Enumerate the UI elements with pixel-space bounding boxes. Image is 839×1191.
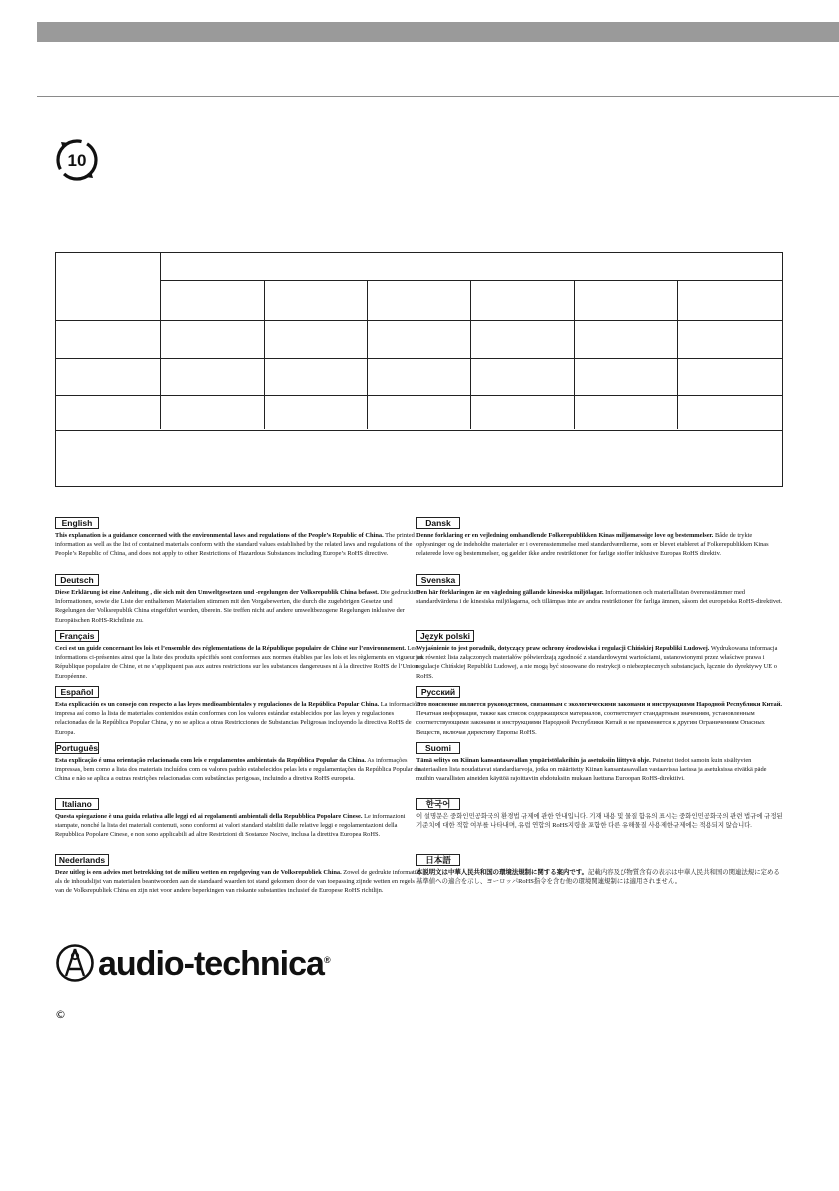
lang-tag: Italiano	[55, 798, 99, 810]
table-col-line	[470, 281, 471, 429]
table-col-line	[677, 281, 678, 429]
brand-wordmark: audio-technica®	[98, 945, 330, 983]
section-text: This explanation is a guidance concerned with the environmental laws and regulations of the People’s Republic of China. The printed information as well as the list of contained materials conform with the standard values established by the related laws and regulations of the People’s Republic of China, and does not apply to other Restrictions of Hazardous Substances including Europe’s RoHS directive.	[55, 532, 415, 558]
section-text: Questa spiegazione è una guida relativa alle leggi ed ai regolamenti ambientali della Repubblica Popolare Cinese. Le informazioni stampate, nonché la lista dei materiali contenuti, sono conformi ai valori standard stabiliti dalle relative leggi e regolamentazioni della Repubblica Popolare Cinese, e non sono applicabili ad altre Restrizioni di Sostanze Nocive, inclusa la direttiva Europea RoHS.	[55, 813, 406, 839]
copyright-symbol: ©	[55, 1008, 66, 1021]
lang-tag: Deutsch	[55, 574, 99, 586]
section-text: Diese Erklärung ist eine Anleitung , die sich mit den Umweltgesetzen und -regelungen der Volksrepublik China befasst. Die gedruckten Informationen, sowie die Liste der enthaltenen Materialien stimmen mit den Vorgabewerten, die durch die zugehörigen Gesetze und Regelungen der Volksrepublik China eingeführt wurden, überein. Sie treffen nicht auf andere umweltbezogene Regelungen inklusive der Europäischen RoHS-Richtlinie zu.	[55, 589, 420, 624]
lang-tag: Français	[55, 630, 99, 642]
table-row-line	[56, 320, 782, 321]
lang-tag: Svenska	[416, 574, 460, 586]
table-row-line	[160, 280, 782, 281]
lang-tag: English	[55, 517, 99, 529]
lang-tag: 日本語	[416, 854, 460, 866]
table-col-line	[574, 281, 575, 429]
table-col-line	[264, 281, 265, 429]
table-row-line	[56, 395, 782, 396]
section-text: Wyjaśnienie to jest poradnik, dotyczący praw ochrony środowiska i regulacji Chińskiej Republiki Ludowej. Wydrukowana informacja jak również lista załączonych materiałów półwierdzają zgodność z standardowymi wartościami, ustanowionymi przez właściwe prawa i regulacje Chińskiej Republiki Ludowej, a nie mogą być stosowane do restrykcji o niebezpiecznych substancjach, łącznie do dyrektywy UE o RoHS.	[416, 645, 778, 680]
lang-tag: Język polski	[416, 630, 474, 642]
section-text: 本説明文は中華人民共和国の環境法規制に関する案内です。記載内容及び物質含有の表示は中華人民共和国の関連法規に定める基準値への適合を示し、ヨーロッパRoHS指令を含む他の環境関連規制には適用されません。	[416, 869, 780, 886]
section-text: Esta explicación es un consejo con respecto a las leyes medioambientales y regulaciones de la República Popular China. La información impresa así como la lista de materiales contenidos están conformes con los valores estándar establecidos por las leyes y regulaciones relacionadas de la República Popular China, y no se aplica a otras Restricciones de Substancias Peligrosas incluyendo la directiva RoHS de Europa.	[55, 701, 421, 736]
rohs-value: 10	[67, 151, 87, 170]
section-text: Deze uitleg is een advies met betrekking tot de milieu wetten en regelgeving van de Volksrepubliek China. Zowel de gedrukte informatie als de inhoudslijst van materialen beantwoorden aan de standaard waarden tot stand gekomen door de van toepassing zijnde wetten en regels van de Volksrepubliek China en zijn niet voor andere beperkingen van riskante substanties inclusief de Europese RoHS richtlijn.	[55, 869, 420, 895]
section-text: Tämä selitys on Kiinan kansantasavallan ympäristölakeihin ja asetuksiin liittyvä ohje. Painetut tiedot samoin kuin sisältyvien materiaalien lista noudattavat standardiarvoja, jotka on määritetty Kiinan kansantasavallan vastaavissa laeissa ja asetuksissa eivätkä päde muihin vaarallisten aineiden käyttöä rajoittaviin ehdotuksiin mukaan luettuna Euroopan RoHS-direktiivi.	[416, 757, 767, 783]
section-text: 이 설명문은 중화인민공화국의 환경법 규제에 관한 안내입니다. 기재 내용 및 물질 함유의 표시는 중화인민공화국의 관련 법규에 규정된 기준치에 대한 적합 여부를 나타내며, 유럽 연합의 RoHS지령을 포함한 다른 유해물질 사용제한규제에는 적용되지 않습니다.	[416, 813, 783, 830]
lang-tag: Português	[56, 743, 99, 753]
lang-tag: Suomi	[416, 742, 460, 754]
section-text: Ceci est un guide concernant les lois et l’ensemble des réglementations de la République populaire de Chine sur l’environnement. Les informations ci-présentes ainsi que la liste des produits spécifiés sont conformes aux normes établies par les lois et les règlements en vigueur en République populaire de Chine, et ne s’appliquent pas aux autres restrictions sur les substances dangereuses ni à la directive RoHS de l’Union Européenne.	[55, 645, 423, 680]
lang-tag: Русский	[416, 686, 460, 698]
header-bar	[37, 22, 839, 42]
table-col-line	[367, 281, 368, 429]
substance-table	[55, 252, 783, 487]
lang-tag: Dansk	[416, 517, 460, 529]
rohs-10-year-icon	[53, 134, 101, 186]
lang-tag: Español	[55, 686, 99, 698]
header-divider	[37, 96, 839, 97]
table-row-line	[56, 358, 782, 359]
table-row-line	[56, 430, 782, 431]
section-text: Den här förklaringen är en vägledning gällande kinesiska miljölagar. Informationen och materiallistan överensstämmer med standardvärdena i de kinesiska miljölagarna, och tillämpas inte av andra restriktioner för farliga ämnen, såsom det europeiska RoHS-direktivet.	[416, 589, 783, 606]
audio-technica-logo-icon	[55, 943, 95, 983]
section-text: Denne forklaring er en vejledning omhandlende Folkerepublikken Kinas miljømæssige love og bestemmelser. Både de trykte oplysninger og de indeholdte materialer er i overensstemmelse med standardværdierne, som er blevet etableret af Folkerepublikken Kinas relaterede love og bestemmelser, og gælder ikke andre restriktioner for farlige stoffer inklusive Europas RoHS direktiv.	[416, 532, 769, 558]
lang-tag: 한국어	[416, 798, 460, 810]
section-text: Esta explicação é uma orientação relacionada com leis e regulamentos ambientais da República Popular da China. As informações impressas, bem como a lista dos materiais incluídos com os valores padrão estabelecidos pelas leis e regulamentações da República Popular da China e não se aplica a outras restrições relacionadas com substâncias perigosas, incluindo a diretiva RoHS europeia.	[55, 757, 421, 783]
section-text: Это пояснение является руководством, связанным с экологическими законами и инструкциями Народной Республики Китай. Печатная информация, также как список содержащихся материалов, соответствует стандартным значениям, установленным соответствующими законами и инструкциями Народной Республики Китай и не применяется к другим Ограничениям Опасных Веществ, включая директиву Европы RoHS.	[416, 701, 782, 736]
lang-tag: Nederlands	[55, 854, 109, 866]
